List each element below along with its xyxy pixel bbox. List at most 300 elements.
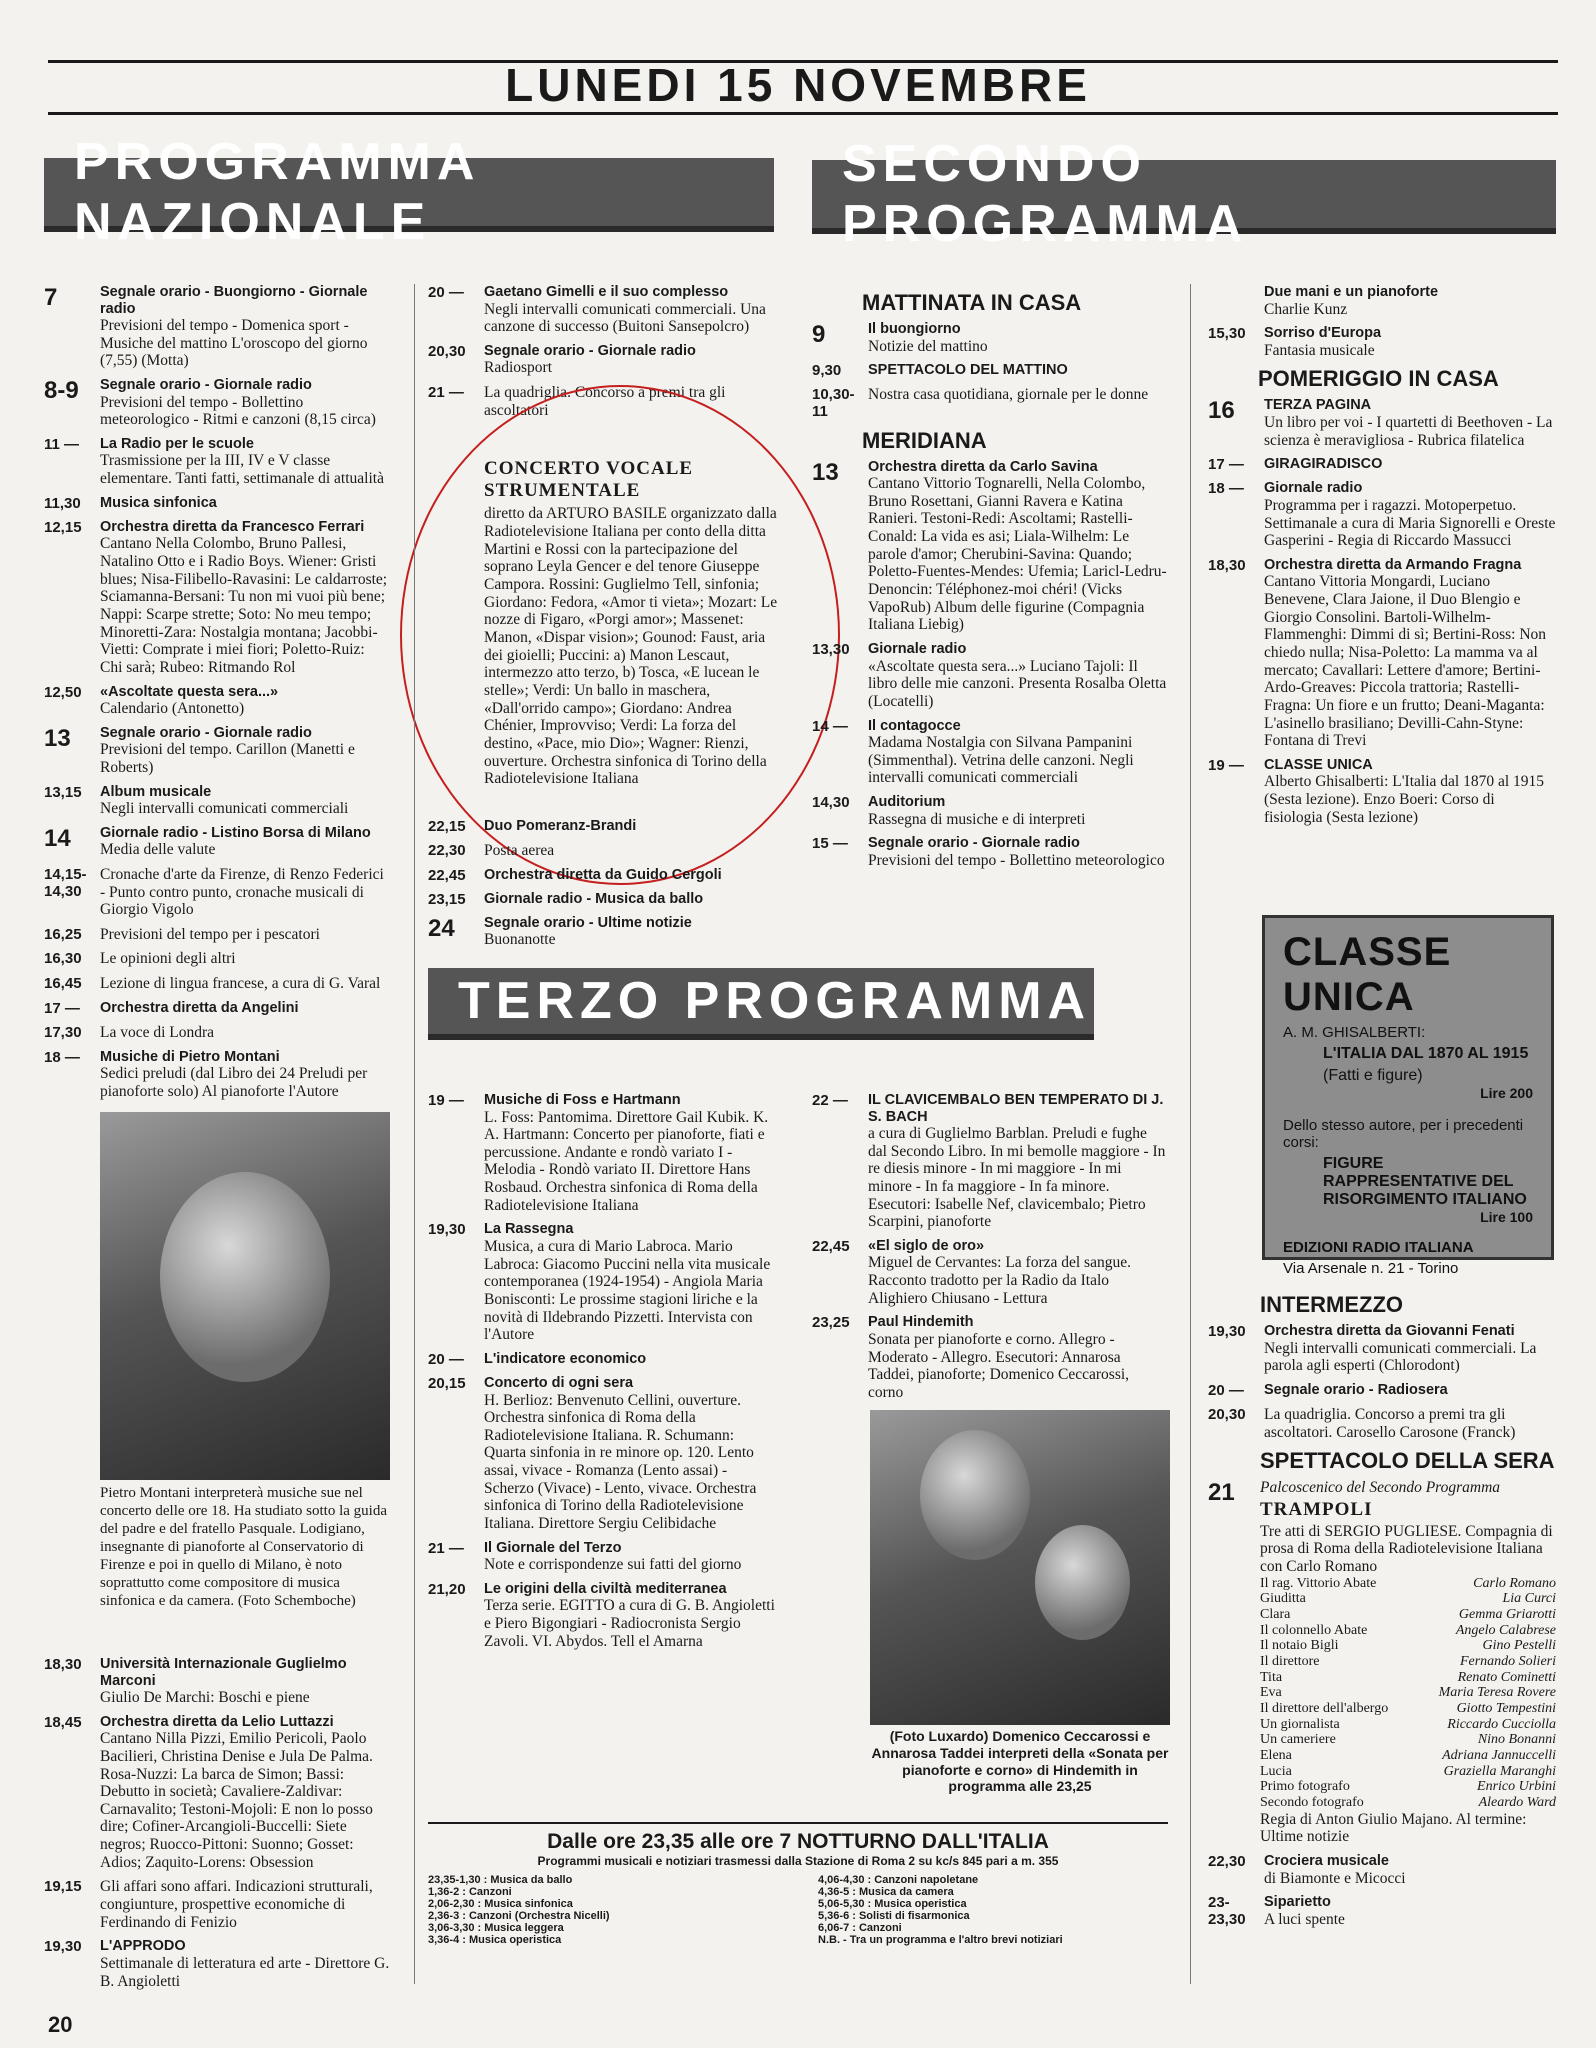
cast-actor: Renato Cominetti xyxy=(1457,1669,1556,1685)
terzo-column-2 xyxy=(812,1092,1168,1409)
entry-desc: Notizie del mattino xyxy=(868,337,988,355)
entry-desc: Le opinioni degli altri xyxy=(100,950,236,968)
notturno-item: 2,06-2,30 : Musica sinfonica xyxy=(428,1898,573,1910)
entry-title: Musica sinfonica xyxy=(100,494,217,511)
entry-desc: «Ascoltate questa sera...» Luciano Tajoli: Il libro delle mie canzoni. Presenta Rosalba Oletta (Locatelli) xyxy=(868,657,1167,710)
entry-time: 13,30 xyxy=(812,641,850,659)
entry-time: 16 xyxy=(1208,397,1235,425)
entry-time: 20,30 xyxy=(428,342,466,360)
entry-desc: Negli intervalli comunicati commerciali xyxy=(100,800,349,818)
entry-time: 19,15 xyxy=(44,1878,82,1896)
ad-author: A. M. GHISALBERTI: xyxy=(1283,1024,1426,1041)
entry-title: Orchestra diretta da Lelio Luttazzi xyxy=(100,1713,334,1730)
entry-desc: a cura di Guglielmo Barblan. Preludi e fughe dal Secondo Libro. In mi bemolle maggiore - In re diesis minore - In mi maggiore - In mi minore - In fa maggiore - In fa minore. Esecutori: Isabelle Nef, clavicembalo; Pietro Scarpini, pianoforte xyxy=(868,1125,1166,1231)
cast-actor: Graziella Maranghi xyxy=(1443,1763,1556,1779)
entry-desc: Previsioni del tempo - Bollettino meteorologico xyxy=(868,851,1165,869)
notturno-item: 5,06-5,30 : Musica operistica xyxy=(818,1898,967,1910)
entry-time: 16,25 xyxy=(44,925,82,943)
entry-time: 8-9 xyxy=(44,377,79,404)
schedule-entry xyxy=(44,519,390,677)
entry-time: 21 — xyxy=(428,1539,464,1557)
spettacolo-sub: Palcoscenico del Secondo Programma xyxy=(1260,1479,1501,1497)
entry-title: Università Internazionale Guglielmo Marconi xyxy=(100,1656,347,1689)
entry-title: Il buongiorno xyxy=(868,321,961,338)
hindemith-photo xyxy=(870,1410,1170,1725)
secondo-column-2-lower xyxy=(1208,1286,1556,1935)
entry-time: 13,15 xyxy=(44,783,82,801)
entry-title: Giornale radio xyxy=(868,641,967,658)
schedule-entry xyxy=(428,1375,778,1533)
entry-desc: Previsioni del tempo - Bollettino meteorologico - Ritmi e canzoni (8,15 circa) xyxy=(100,393,376,429)
section-mattinata: MATTINATA IN CASA xyxy=(862,290,1082,315)
entry-title: Segnale orario - Giornale radio xyxy=(868,835,1080,852)
entry-desc: Programma per i ragazzi. Motoperpetuo. Settimanale a cura di Maria Signorelli e Oreste Gasperini - Regia di Riccardo Massucci xyxy=(1264,496,1556,550)
schedule-entry xyxy=(44,1000,390,1017)
entry-title: Orchestra diretta da Guido Cergoli xyxy=(484,866,722,883)
entry-desc: Calendario (Antonetto) xyxy=(100,700,245,718)
notturno-item: N.B. - Tra un programma e l'altro brevi notiziari xyxy=(818,1934,1063,1946)
schedule-entry xyxy=(44,950,390,968)
entry-desc: Charlie Kunz xyxy=(1264,300,1348,318)
notturno-box xyxy=(428,1830,1168,1946)
entry-desc: Sedici preludi (dal Libro dei 24 Preludi per pianoforte solo) Al pianoforte l'Autore xyxy=(100,1065,368,1100)
notturno-item: 4,06-4,30 : Canzoni napoletane xyxy=(818,1874,979,1886)
cast-actor: Aleardo Ward xyxy=(1478,1795,1556,1811)
entry-desc: Cantano Nilla Pizzi, Emilio Pericoli, Paolo Bacilieri, Christina Denise e Jula De Palma. Rosa-Nuzzi: La barca de Simon; Bassi: Debutto in società; Cavaliere-Zaldivar: Carnavalito; Testoni-Mojoli: E non lo posso dire; Cofiner-Arcangioli-Buccelli: Siete negros; Ruocco-Pittoni: Suonno; Gosset: Adios; Zaquito-Lorens: Obsession xyxy=(100,1730,373,1871)
entry-time: 20 — xyxy=(428,1350,464,1368)
entry-title: La Rassegna xyxy=(484,1221,574,1238)
portrait-face xyxy=(160,1172,330,1382)
entry-desc: Musica, a cura di Mario Labroca. Mario Labroca: Giacomo Puccini nella vita musicale contemporanea (1924-1954) - Angiola Maria Bonisconti: Le prossime stagioni liriche e la novità di Ildebrando Pizzetti. Intervista con l'Autore xyxy=(484,1237,771,1344)
entry-time: 11 — xyxy=(44,435,80,453)
entry-time: 13 xyxy=(812,458,839,486)
entry-title: L'indicatore economico xyxy=(484,1350,647,1367)
entry-time: 22,45 xyxy=(812,1237,850,1255)
schedule-entry xyxy=(44,1878,390,1931)
terzo-column-1 xyxy=(428,1092,778,1657)
secondo-column-1 xyxy=(812,284,1168,876)
entry-title: Segnale orario - Buongiorno - Giornale radio xyxy=(100,284,368,317)
entry-title: Segnale orario - Giornale radio xyxy=(100,724,312,741)
entry-time: 21,20 xyxy=(428,1580,466,1598)
ad-price-1: Lire 200 xyxy=(1480,1085,1533,1101)
entry-time: 15 — xyxy=(812,835,848,853)
notturno-item: 3,36-4 : Musica operistica xyxy=(428,1934,562,1946)
hindemith-caption: (Foto Luxardo) Domenico Ceccarossi e Annarosa Taddei interpreti della «Sonata per pianoforte e corno» di Hindemith in programma alle 23,25 xyxy=(871,1728,1169,1795)
entry-title: Il Giornale del Terzo xyxy=(484,1539,622,1556)
entry-title: Giornale radio xyxy=(1264,480,1363,497)
schedule-entry xyxy=(1208,325,1556,359)
ad-sub: (Fatti e figure) xyxy=(1323,1067,1423,1084)
column-divider xyxy=(1190,284,1191,1984)
column-divider xyxy=(414,284,415,1984)
cast-actor: Riccardo Cucciolla xyxy=(1447,1716,1556,1732)
entry-title: Sorriso d'Europa xyxy=(1264,325,1382,342)
montani-photo xyxy=(100,1112,390,1480)
schedule-entry xyxy=(44,866,390,919)
schedule-entry xyxy=(812,794,1168,828)
schedule-entry xyxy=(428,1581,778,1650)
cast-role: Primo fotografo xyxy=(1260,1779,1350,1795)
banner-nazionale: PROGRAMMA NAZIONALE xyxy=(44,158,774,232)
concert-text: diretto da ARTURO BASILE organizzato dalla Radiotelevisione Italiana per conto della ditta Martini e Rossi con la partecipazione del soprano Leyla Gencer e del tenore Giuseppe Campora. Rossini: Guglielmo Tell, sinfonia; Giordano: Fedora, «Amor ti vieta»; Mozart: Le nozze di Figaro, «Porgi amor»; Massenet: Manon, «Dispar vision»; Gounod: Faust, aria dei gioielli; Puccini: a) Manon Lescaut, intermezzo atto terzo, b) Tosca, «E lucean le stelle»; Verdi: Un ballo in maschera, «Dall'orrido campo»; Giordano: Andrea Chénier, Improvviso; Verdi: La forza del destino, «Pace, mio Dio»; Wagner: Rienzi, ouverture. Orchestra sinfonica di Torino della Radiotelevisione Italiana xyxy=(484,505,778,788)
cast-actor: Carlo Romano xyxy=(1473,1575,1556,1591)
cast-actor: Gino Pestelli xyxy=(1482,1638,1556,1654)
entry-time: 16,30 xyxy=(44,950,82,968)
schedule-entry xyxy=(44,725,390,777)
schedule-entry xyxy=(44,975,390,993)
entry-title: Paul Hindemith xyxy=(868,1314,974,1331)
date-rule xyxy=(48,112,1558,115)
entry-time: 21 xyxy=(1208,1479,1235,1507)
cast-role: Il direttore dell'albergo xyxy=(1260,1701,1389,1717)
schedule-entry xyxy=(1208,1406,1556,1441)
schedule-entry xyxy=(44,1938,390,1990)
cast-actor: Fernando Solieri xyxy=(1459,1654,1556,1670)
entry-time: 14 — xyxy=(812,717,848,735)
entry-desc: Previsioni del tempo per i pescatori xyxy=(100,925,320,943)
cast-role: Clara xyxy=(1260,1607,1291,1623)
schedule-entry xyxy=(44,377,390,429)
entry-time: 18,30 xyxy=(44,1656,82,1673)
schedule-entry xyxy=(1208,480,1556,549)
entry-time: 20,15 xyxy=(428,1375,466,1392)
nazionale-column-1 xyxy=(44,284,390,1107)
entry-time: 20 — xyxy=(1208,1381,1244,1399)
entry-time: 22,15 xyxy=(428,818,466,835)
schedule-entry xyxy=(812,1238,1168,1307)
entry-time: 17,30 xyxy=(44,1023,82,1041)
portrait-face-woman xyxy=(1035,1525,1130,1640)
entry-title: Siparietto xyxy=(1264,1894,1331,1911)
nazionale-column-1-bottom xyxy=(44,1656,390,1997)
entry-desc: Cantano Nella Colombo, Bruno Pallesi, Natalino Otto e i Radio Boys. Wiener: Gristi blues; Nisa-Filibello-Ravasini: Le caldarroste; Sciamanna-Bersani: Tu non mi vuoi più bene; Nappi: Scarpe strette; Soto: No meu tempo; Minoretti-Zara: Nostalgia montana; Jacobbi-Vietti: Comprate i miei fiori; Poletto-Ruiz: Chi sarà; Rubeo: Ritmando Rol xyxy=(100,535,388,676)
entry-title: Auditorium xyxy=(868,794,946,810)
section-meridiana: MERIDIANA xyxy=(862,427,987,453)
schedule-entry xyxy=(428,343,778,377)
section-intermezzo: INTERMEZZO xyxy=(1260,1292,1403,1317)
section-pomeriggio: POMERIGGIO IN CASA xyxy=(1258,366,1499,392)
spettacolo-desc: Tre atti di SERGIO PUGLIESE. Compagnia di prosa di Roma della Radiotelevisione Italiana con Carlo Romano xyxy=(1260,1522,1553,1576)
cast-role: Secondo fotografo xyxy=(1260,1795,1364,1811)
entry-time: 20 — xyxy=(428,284,464,301)
cast-actor: Gemma Griarotti xyxy=(1458,1607,1556,1623)
entry-time: 18 — xyxy=(1208,480,1244,498)
entry-time: 16,45 xyxy=(44,975,82,993)
red-circle-annotation xyxy=(400,385,840,885)
schedule-entry xyxy=(44,1049,390,1101)
cast-role: Il notaio Bigli xyxy=(1260,1638,1339,1654)
schedule-entry xyxy=(44,1024,390,1042)
entry-title: Le origini della civiltà mediterranea xyxy=(484,1580,727,1597)
entry-title: «El siglo de oro» xyxy=(868,1237,985,1254)
entry-desc: Settimanale di letteratura ed arte - Direttore G. B. Angioletti xyxy=(100,1954,390,1990)
entry-desc: Media delle valute xyxy=(100,841,216,859)
montani-caption: Pietro Montani interpreterà musiche sue nel concerto delle ore 18. Ha studiato sotto la guida del padre e del fratello Pasquale. Lodigiano, insegnante di pianoforte al Conservatorio di Firenze e poi in quello di Milano, è noto soprattutto come compositore di musica sinfonica e da camera. (Foto Schemboche) xyxy=(100,1485,387,1609)
schedule-entry xyxy=(812,386,1168,420)
entry-time: 21 — xyxy=(428,384,464,401)
entry-time: 7 xyxy=(44,284,58,311)
cast-actor: Adriana Jannuccelli xyxy=(1442,1748,1556,1764)
schedule-entry xyxy=(812,718,1168,787)
entry-desc: La voce di Londra xyxy=(100,1023,215,1041)
schedule-entry xyxy=(428,1221,778,1343)
banner-secondo: SECONDO PROGRAMMA xyxy=(812,160,1556,234)
schedule-entry xyxy=(812,362,1168,379)
entry-title: «Ascoltate questa sera...» xyxy=(100,683,279,700)
schedule-entry xyxy=(428,1540,778,1574)
entry-desc: La quadriglia. Concorso a premi tra gli ascoltatori. Carosello Carosone (Franck) xyxy=(1264,1406,1516,1441)
cast-actor: Nino Bonanni xyxy=(1477,1732,1556,1748)
schedule-entry xyxy=(1208,757,1556,826)
entry-title: Giornale radio - Musica da ballo xyxy=(484,890,704,907)
schedule-entry xyxy=(1208,1853,1556,1887)
entry-time: 18,45 xyxy=(44,1713,82,1731)
entry-desc: Un libro per voi - I quartetti di Beethoven - La scienza è meravigliosa - Rubrica filatelica xyxy=(1264,413,1553,449)
entry-desc: Negli intervalli comunicati commerciali. La parola agli esperti (Chlorodont) xyxy=(1264,1339,1537,1375)
notturno-rule xyxy=(428,1822,1168,1824)
ad-address: Via Arsenale n. 21 - Torino xyxy=(1283,1260,1459,1277)
ad-title: CLASSE UNICA xyxy=(1283,930,1452,1019)
entry-desc: Cantano Vittorio Tognarelli, Nella Colombo, Bruno Rosettani, Gianni Ravera e Katina Ranieri. Testoni-Redi: Ascoltami; Rastelli-Conald: La vida es asi; Liala-Wilhelm: Le parole d'amor; Cherubini-Savina: Quando; Poletto-Fuentes-Mendes: Ufemia; Laricl-Ledru-Denoncin: Téléphonez-moi chéri! (Vicks VapoRub) Album delle figurine (Compagnia Italiana Liebig) xyxy=(868,475,1167,634)
notturno-item: 6,06-7 : Canzoni xyxy=(818,1922,902,1934)
entry-time: 14 xyxy=(44,824,71,852)
entry-title: GIRAGIRADISCO xyxy=(1264,456,1383,473)
entry-title: Crociera musicale xyxy=(1264,1853,1389,1870)
schedule-entry xyxy=(428,1092,778,1214)
entry-title: Segnale orario - Radiosera xyxy=(1264,1381,1448,1398)
entry-desc: Sonata per pianoforte e corno. Allegro - Moderato - Allegro. Esecutori: Annarosa Taddei, pianoforte; Domenico Ceccarossi, corno xyxy=(868,1330,1130,1401)
schedule-entry xyxy=(428,842,778,860)
entry-title: L'APPRODO xyxy=(100,1938,186,1955)
entry-desc: Cantano Vittoria Mongardi, Luciano Benevene, Clara Jaione, il Duo Blengio e Giorgio Consolini. Bartoli-Wilhelm-Flammenghi: Dimmi di sì; Bertini-Ross: Non chiedo nulla; Nisa-Poletto: La mamma va al mercato; Cavallari: Lettere d'amore; Bertini-Ardo-Greaves: Piccola trattoria; Rastelli-Fragna: Un fiore e un frutto; Deani-Maganta: L'asinello brasiliano; Devilli-Cahn-Styne: Fontana di Trevi xyxy=(1264,573,1547,750)
entry-title: Segnale orario - Ultime notizie xyxy=(484,914,692,931)
entry-time: 19,30 xyxy=(428,1221,466,1239)
entry-title: Due mani e un pianoforte xyxy=(1264,284,1439,300)
entry-time: 19,30 xyxy=(1208,1323,1246,1341)
entry-desc: Previsioni del tempo - Domenica sport - Musiche del mattino L'oroscopo del giorno (7,55) (Motta) xyxy=(100,317,368,370)
entry-title: IL CLAVICEMBALO BEN TEMPERATO DI J. S. BACH xyxy=(868,1092,1164,1125)
schedule-entry xyxy=(1208,1323,1556,1375)
entry-title: Giornale radio - Listino Borsa di Milano xyxy=(100,824,371,841)
notturno-item: 3,06-3,30 : Musica leggera xyxy=(428,1922,564,1934)
entry-time: 22 — xyxy=(812,1092,848,1109)
schedule-entry xyxy=(44,684,390,718)
schedule-entry xyxy=(44,1656,390,1707)
entry-time: 23-23,30 xyxy=(1208,1894,1246,1929)
entry-desc: Nostra casa quotidiana, giornale per le donne xyxy=(868,386,1149,404)
spettacolo-title: TRAMPOLI xyxy=(1260,1499,1373,1521)
entry-desc: Alberto Ghisalberti: L'Italia dal 1870 al 1915 (Sesta lezione). Enzo Boeri: Corso di fisiologia (Sesta lezione) xyxy=(1264,773,1544,826)
entry-time: 12,15 xyxy=(44,518,82,536)
schedule-entry xyxy=(44,436,390,488)
entry-title: Orchestra diretta da Francesco Ferrari xyxy=(100,518,365,535)
ad-publisher: EDIZIONI RADIO ITALIANA xyxy=(1283,1239,1474,1256)
page-number: 20 xyxy=(48,2012,73,2037)
cast-role: Lucia xyxy=(1260,1763,1292,1779)
classe-unica-ad xyxy=(1262,915,1554,1277)
schedule-entry xyxy=(428,867,778,884)
schedule-entry xyxy=(812,1314,1168,1401)
nazionale-column-2-end xyxy=(428,818,778,956)
spettacolo-regia: Regia di Anton Giulio Majano. Al termine: Ultime notizie xyxy=(1260,1810,1527,1846)
entry-desc: H. Berlioz: Benvenuto Cellini, ouverture. Orchestra sinfonica di Roma della Radiotelevisione Italiana. R. Schumann: Quarta sinfonia in re minore op. 120. Lento assai, vivace - Romanza (Lento assai) - Scherzo (Vivace) - Lento, vivace. Orchestra sinfonica di Torino della Radiotelevisione Italiana. Direttore Sergiu Celibidache xyxy=(484,1391,757,1533)
entry-time: 15,30 xyxy=(1208,325,1246,343)
cast-role: Eva xyxy=(1260,1685,1282,1701)
entry-time: 20,30 xyxy=(1208,1406,1246,1423)
entry-title: Orchestra diretta da Giovanni Fenati xyxy=(1264,1323,1515,1340)
schedule-entry xyxy=(428,891,778,908)
schedule-entry xyxy=(812,1092,1168,1231)
notturno-item: 23,35-1,30 : Musica da ballo xyxy=(428,1874,573,1886)
entry-desc: Madama Nostalgia con Silvana Pampanini (Simmenthal). Vetrina delle canzoni. Negli intervalli comunicati commerciali xyxy=(868,734,1134,787)
entry-title: Duo Pomeranz-Brandi xyxy=(484,818,637,834)
entry-title: Orchestra diretta da Carlo Savina xyxy=(868,458,1098,475)
ad-book-2: FIGURE RAPPRESENTATIVE DEL RISORGIMENTO ITALIANO xyxy=(1323,1155,1527,1208)
entry-desc: Negli intervalli comunicati commerciali. Una canzone di successo (Buitoni Sansepolcro) xyxy=(484,300,766,336)
cast-role: Un cameriere xyxy=(1260,1732,1336,1748)
entry-time: 13 xyxy=(44,724,71,752)
cast-role: Tita xyxy=(1260,1669,1283,1685)
notturno-item: 5,36-6 : Solisti di fisarmonica xyxy=(818,1910,970,1922)
page-date: LUNEDI 15 NOVEMBRE xyxy=(505,59,1091,111)
schedule-entry xyxy=(812,641,1168,710)
entry-desc: Rassegna di musiche e di interpreti xyxy=(868,810,1086,828)
entry-time: 12,50 xyxy=(44,683,82,701)
cast-actor: Angelo Calabrese xyxy=(1455,1622,1556,1638)
entry-time: 23,25 xyxy=(812,1314,850,1332)
entry-desc: Cronache d'arte da Firenze, di Renzo Federici - Punto contro punto, cronache musicali di Giorgio Vigolo xyxy=(100,865,384,919)
entry-title: Orchestra diretta da Armando Fragna xyxy=(1264,556,1522,573)
spettacolo-entry xyxy=(1208,1479,1556,1846)
schedule-entry xyxy=(428,915,778,949)
schedule-entry xyxy=(428,284,778,336)
entry-time: 18 — xyxy=(44,1048,80,1066)
schedule-entry xyxy=(812,321,1168,355)
entry-time: 10,30-11 xyxy=(812,386,855,421)
entry-time: 17 — xyxy=(44,999,80,1017)
cast-role: Il rag. Vittorio Abate xyxy=(1260,1575,1377,1591)
entry-desc: Miguel de Cervantes: La forza del sangue. Racconto tradotto per la Radio da Italo Alighiero Chiusano - Lettura xyxy=(868,1254,1131,1307)
entry-title: Segnale orario - Giornale radio xyxy=(484,342,696,359)
portrait-face-man xyxy=(920,1430,1030,1560)
secondo-column-2 xyxy=(1208,284,1556,833)
entry-desc: A luci spente xyxy=(1264,1910,1345,1928)
entry-desc: di Biamonte e Micocci xyxy=(1264,1869,1406,1887)
entry-time: 24 xyxy=(428,914,455,942)
entry-title: Gaetano Gimelli e il suo complesso xyxy=(484,284,729,300)
schedule-entry xyxy=(1208,284,1556,318)
notturno-title: Dalle ore 23,35 alle ore 7 NOTTURNO DALL'ITALIA xyxy=(547,1830,1049,1853)
entry-desc: Lezione di lingua francese, a cura di G. Varal xyxy=(100,975,381,993)
notturno-item: 1,36-2 : Canzoni xyxy=(428,1886,512,1898)
entry-title: TERZA PAGINA xyxy=(1264,397,1372,414)
schedule-entry xyxy=(44,284,390,370)
entry-title: Il contagocce xyxy=(868,717,961,734)
entry-time: 19,30 xyxy=(44,1938,82,1956)
schedule-entry xyxy=(1208,397,1556,449)
entry-time: 11,30 xyxy=(44,494,81,512)
entry-title: Concerto di ogni sera xyxy=(484,1375,634,1391)
entry-time: 14,15-14,30 xyxy=(44,865,87,900)
entry-time xyxy=(1208,284,1264,318)
entry-title: SPETTACOLO DEL MATTINO xyxy=(868,362,1068,379)
schedule-entry xyxy=(44,825,390,859)
concert-title: CONCERTO VOCALE STRUMENTALE xyxy=(484,458,694,501)
cast-role: Elena xyxy=(1260,1748,1292,1764)
entry-desc: Fantasia musicale xyxy=(1264,341,1375,359)
schedule-entry xyxy=(44,784,390,818)
notturno-sub: Programmi musicali e notiziari trasmessi dalla Stazione di Roma 2 su kc/s 845 pari a m. 355 xyxy=(537,1854,1059,1868)
entry-desc: Gli affari sono affari. Indicazioni strutturali, congiunture, prospettive economiche di Ferdinando di Fenizio xyxy=(100,1878,373,1931)
entry-desc: Note e corrispondenze sui fatti del giorno xyxy=(484,1556,742,1574)
schedule-entry xyxy=(1208,1894,1556,1928)
cast-role: Il direttore xyxy=(1260,1654,1320,1670)
entry-time: 9,30 xyxy=(812,362,842,380)
cast-role: Il colonnello Abate xyxy=(1260,1622,1368,1638)
entry-time: 19 — xyxy=(1208,756,1244,774)
ad-price-2: Lire 100 xyxy=(1480,1209,1533,1225)
cast-role: Giuditta xyxy=(1260,1591,1306,1607)
entry-time: 17 — xyxy=(1208,456,1244,474)
entry-desc: La quadriglia. Concorso a premi tra gli ascoltatori xyxy=(484,384,726,419)
ad-book: L'ITALIA DAL 1870 AL 1915 xyxy=(1323,1045,1529,1062)
entry-desc: Trasmissione per la III, IV e V classe elementare. Tanti fatti, settimanale di attualità xyxy=(100,452,384,487)
schedule-entry xyxy=(44,926,390,944)
schedule-entry xyxy=(428,1351,778,1368)
cast-actor: Lia Curci xyxy=(1502,1591,1556,1607)
entry-title: Segnale orario - Giornale radio xyxy=(100,377,312,393)
cast-actor: Enrico Urbini xyxy=(1477,1779,1556,1795)
entry-time: 22,30 xyxy=(1208,1853,1246,1871)
entry-desc: Terza serie. EGITTO a cura di G. B. Angioletti e Piero Bigongiari - Radiocronista Sergio Zavoli. VI. Abydos. Tell el Amarna xyxy=(484,1597,775,1650)
schedule-entry xyxy=(44,495,390,512)
entry-desc: L. Foss: Pantomima. Direttore Gail Kubik. K. A. Hartmann: Concerto per pianoforte, fiati e percussione. Andante e rondò variato I - Melodia - Rondò variato II. Direttore Hans Rosbaud. Orchestra sinfonica di Roma della Radiotelevisione Italiana xyxy=(484,1108,769,1214)
entry-title: Musiche di Foss e Hartmann xyxy=(484,1092,681,1108)
cast-list xyxy=(1260,1576,1556,1811)
entry-time: 18,30 xyxy=(1208,556,1246,574)
banner-terzo: TERZO PROGRAMMA xyxy=(428,968,1094,1040)
schedule-entry xyxy=(44,1714,390,1872)
entry-desc: Radiosport xyxy=(484,359,553,377)
schedule-entry xyxy=(1208,557,1556,750)
entry-title: La Radio per le scuole xyxy=(100,435,254,452)
entry-title: CLASSE UNICA xyxy=(1264,756,1373,773)
cast-actor: Giotto Tempestini xyxy=(1456,1701,1556,1717)
entry-title: Musiche di Pietro Montani xyxy=(100,1048,280,1065)
entry-desc: Buonanotte xyxy=(484,931,556,949)
schedule-entry xyxy=(1208,456,1556,473)
entry-time: 9 xyxy=(812,321,826,349)
schedule-entry xyxy=(1208,1382,1556,1399)
entry-time: 14,30 xyxy=(812,794,850,811)
entry-time: 23,15 xyxy=(428,890,466,908)
schedule-entry xyxy=(812,459,1168,634)
notturno-item: 2,36-3 : Canzoni (Orchestra Nicelli) xyxy=(428,1910,610,1922)
entry-title: Album musicale xyxy=(100,783,212,800)
ad-note: Dello stesso autore, per i precedenti corsi: xyxy=(1283,1117,1524,1151)
entry-desc: Previsioni del tempo. Carillon (Manetti e Roberts) xyxy=(100,741,355,776)
entry-time: 22,45 xyxy=(428,866,466,884)
notturno-item: 4,36-5 : Musica da camera xyxy=(818,1886,954,1898)
cast-role: Un giornalista xyxy=(1260,1716,1340,1732)
entry-desc: Giulio De Marchi: Boschi e piene xyxy=(100,1689,310,1707)
entry-time: 19 — xyxy=(428,1092,464,1109)
cast-actor: Maria Teresa Rovere xyxy=(1438,1685,1556,1701)
entry-time: 22,30 xyxy=(428,842,466,860)
entry-title: Orchestra diretta da Angelini xyxy=(100,999,299,1016)
schedule-entry xyxy=(428,818,778,835)
